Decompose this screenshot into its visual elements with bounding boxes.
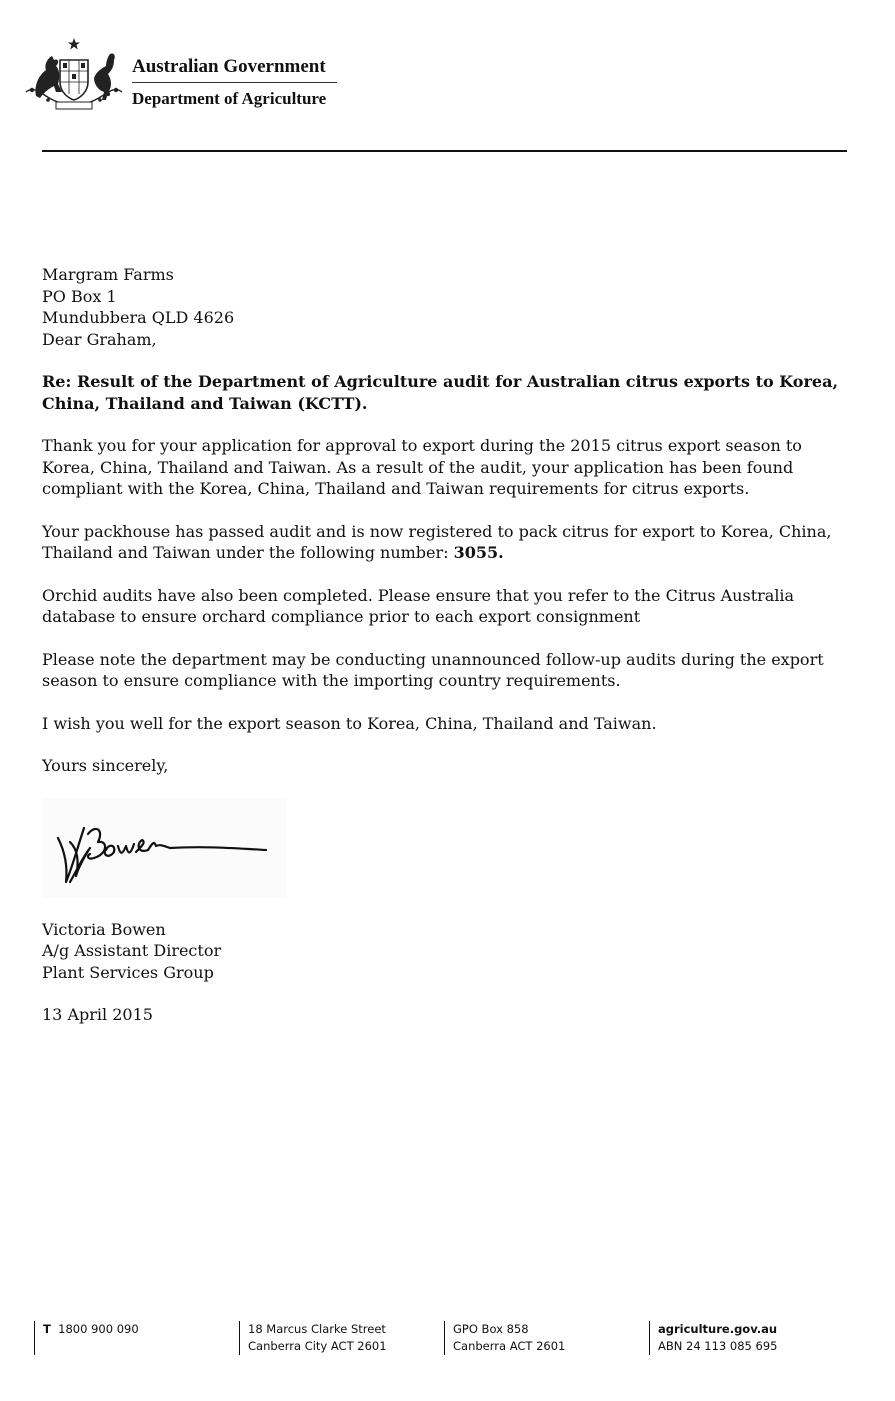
postal-line: Canberra ACT 2601 bbox=[453, 1339, 566, 1353]
registration-text: Your packhouse has passed audit and is now registered to pack citrus for export to Korea, China, Thailand and Taiwan under the following number: bbox=[42, 521, 832, 562]
signature-image bbox=[42, 798, 287, 898]
street-line: 18 Marcus Clarke Street bbox=[248, 1322, 386, 1336]
government-wordmark bbox=[132, 56, 347, 109]
subject-line: Re: Result of the Department of Agriculture audit for Australian citrus exports to Korea, China, Thailand and Taiwan (KCTT). bbox=[42, 372, 839, 413]
postal-line: GPO Box 858 bbox=[453, 1322, 529, 1336]
paragraph-follow-up: Please note the department may be conducting unannounced follow-up audits during the export season to ensure compliance with the importing country requirements. bbox=[42, 649, 824, 690]
paragraph-registration bbox=[42, 521, 847, 564]
closing: Yours sincerely, bbox=[42, 756, 169, 775]
footer-phone bbox=[34, 1321, 139, 1355]
letterhead bbox=[22, 36, 352, 116]
letter-body bbox=[42, 264, 847, 1026]
registration-number: 3055. bbox=[453, 543, 504, 562]
paragraph-orchard-audits: Orchid audits have also been completed. Please ensure that you refer to the Citrus Australia database to ensure orchard compliance prior to each export consignment bbox=[42, 585, 795, 626]
handwritten-signature bbox=[42, 798, 287, 898]
recipient-line: PO Box 1 bbox=[42, 286, 117, 306]
signer-title: A/g Assistant Director bbox=[42, 941, 222, 960]
footer-web bbox=[649, 1321, 777, 1355]
abn-number: ABN 24 113 085 695 bbox=[658, 1339, 778, 1353]
street-line: Canberra City ACT 2601 bbox=[248, 1339, 387, 1353]
letter-date: 13 April 2015 bbox=[42, 1005, 153, 1024]
signer-block bbox=[42, 919, 847, 984]
salutation: Dear Graham, bbox=[42, 329, 157, 349]
website-link[interactable]: agriculture.gov.au bbox=[658, 1322, 778, 1336]
recipient-line: Mundubbera QLD 4626 bbox=[42, 308, 235, 327]
letter-footer bbox=[0, 1321, 895, 1361]
footer-street-address bbox=[239, 1321, 387, 1355]
phone-label: T bbox=[43, 1322, 51, 1336]
phone-number: 1800 900 090 bbox=[58, 1322, 139, 1336]
signer-group: Plant Services Group bbox=[42, 962, 214, 982]
paragraph-well-wishes: I wish you well for the export season to Korea, China, Thailand and Taiwan. bbox=[42, 713, 657, 733]
signer-name: Victoria Bowen bbox=[42, 919, 166, 939]
recipient-line: Margram Farms bbox=[42, 265, 174, 284]
recipient-address bbox=[42, 264, 847, 329]
footer-postal-address bbox=[444, 1321, 565, 1355]
government-name: Australian Government bbox=[132, 56, 326, 77]
paragraph-application: Thank you for your application for approval to export during the 2015 citrus export season to Korea, China, Thailand and Taiwan. As a result of the audit, your application has been found compliant with the Korea, China, Thailand and Taiwan requirements for citrus exports. bbox=[42, 436, 802, 498]
wordmark-divider bbox=[132, 82, 337, 83]
department-name: Department of Agriculture bbox=[132, 89, 327, 108]
coat-of-arms-icon bbox=[22, 36, 126, 112]
header-divider bbox=[42, 150, 847, 152]
